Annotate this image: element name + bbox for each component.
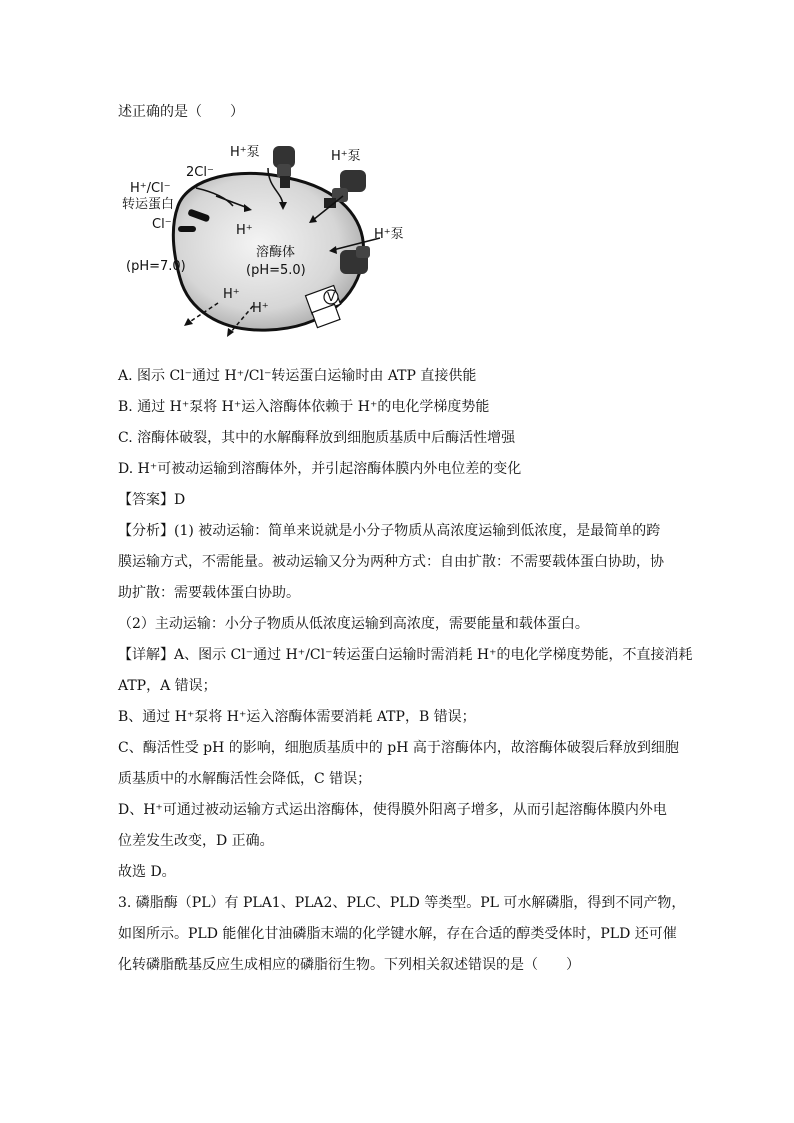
detail-line: B、通过 H⁺泵将 H⁺运入溶酶体需要消耗 ATP，B 错误；: [118, 709, 476, 725]
analysis-line: （2）主动运输：小分子物质从低浓度运输到高浓度，需要能量和载体蛋白。: [118, 616, 589, 632]
hpump-right-label: H⁺泵: [331, 149, 361, 164]
hpump-lower-label: H⁺泵: [374, 227, 404, 242]
question-tail: 述正确的是（ ）: [118, 104, 244, 120]
detail-line: ATP，A 错误；: [118, 678, 217, 694]
voltmeter-label: V: [327, 290, 336, 304]
option-d: D. H⁺可被动运输到溶酶体外，并引起溶酶体膜内外电位差的变化: [118, 461, 522, 477]
h-out-label-1: H⁺: [223, 287, 240, 302]
cl-label: Cl⁻: [152, 217, 172, 232]
question3-line: 3. 磷脂酶（PL）有 PLA1、PLA2、PLC、PLD 等类型。PL 可水解磷脂，得到不同产物，: [118, 895, 686, 911]
option-a: A. 图示 Cl⁻通过 H⁺/Cl⁻转运蛋白运输时由 ATP 直接供能: [118, 368, 477, 384]
detail-line: 质基质中的水解酶活性会降低，C 错误；: [118, 771, 372, 787]
transporter-label-2: 转运蛋白: [122, 197, 175, 212]
question3-line: 化转磷脂酰基反应生成相应的磷脂衍生物。下列相关叙述错误的是（ ）: [118, 957, 580, 973]
analysis-line: 助扩散：需要载体蛋白协助。: [118, 585, 300, 601]
analysis-line: 【分析】(1) 被动运输：简单来说就是小分子物质从高浓度运输到低浓度，是最简单的跨: [118, 523, 661, 539]
question3-line: 如图所示。PLD 能催化甘油磷脂末端的化学键水解，存在合适的醇类受体时，PLD 还可催: [118, 926, 677, 942]
h-inside-label: H⁺: [236, 223, 253, 238]
h-pump-lower-icon: [340, 246, 370, 274]
ph-inside-label: (pH=5.0): [246, 263, 306, 278]
two-cl-label: 2Cl⁻: [186, 165, 214, 180]
h-out-label-2: H⁺: [252, 301, 269, 316]
detail-line: 故选 D。: [118, 864, 176, 880]
detail-line: 位差发生改变，D 正确。: [118, 833, 274, 849]
lysosome-label: 溶酶体: [256, 245, 296, 260]
ph-outside-label: (pH=7.0): [126, 259, 186, 274]
transporter-label-1: H⁺/Cl⁻: [130, 181, 171, 196]
detail-line: 【详解】A、图示 Cl⁻通过 H⁺/Cl⁻转运蛋白运输时需消耗 H⁺的电化学梯度势能，不直接消耗: [118, 647, 693, 663]
option-c: C. 溶酶体破裂，其中的水解酶释放到细胞质基质中后酶活性增强: [118, 430, 516, 446]
hpump-top-label: H⁺泵: [230, 145, 260, 160]
answer: 【答案】D: [118, 492, 186, 508]
h-pump-right-icon: [324, 170, 366, 208]
detail-line: C、酶活性受 pH 的影响，细胞质基质中的 pH 高于溶酶体内，故溶酶体破裂后释放到细胞: [118, 740, 679, 756]
detail-line: D、H⁺可通过被动运输方式运出溶酶体，使得膜外阳离子增多，从而引起溶酶体膜内外电: [118, 802, 667, 818]
analysis-line: 膜运输方式，不需能量。被动运输又分为两种方式：自由扩散：不需要载体蛋白协助，协: [118, 554, 664, 570]
lysosome-figure: [118, 138, 418, 348]
option-b: B. 通过 H⁺泵将 H⁺运入溶酶体依赖于 H⁺的电化学梯度势能: [118, 399, 490, 415]
